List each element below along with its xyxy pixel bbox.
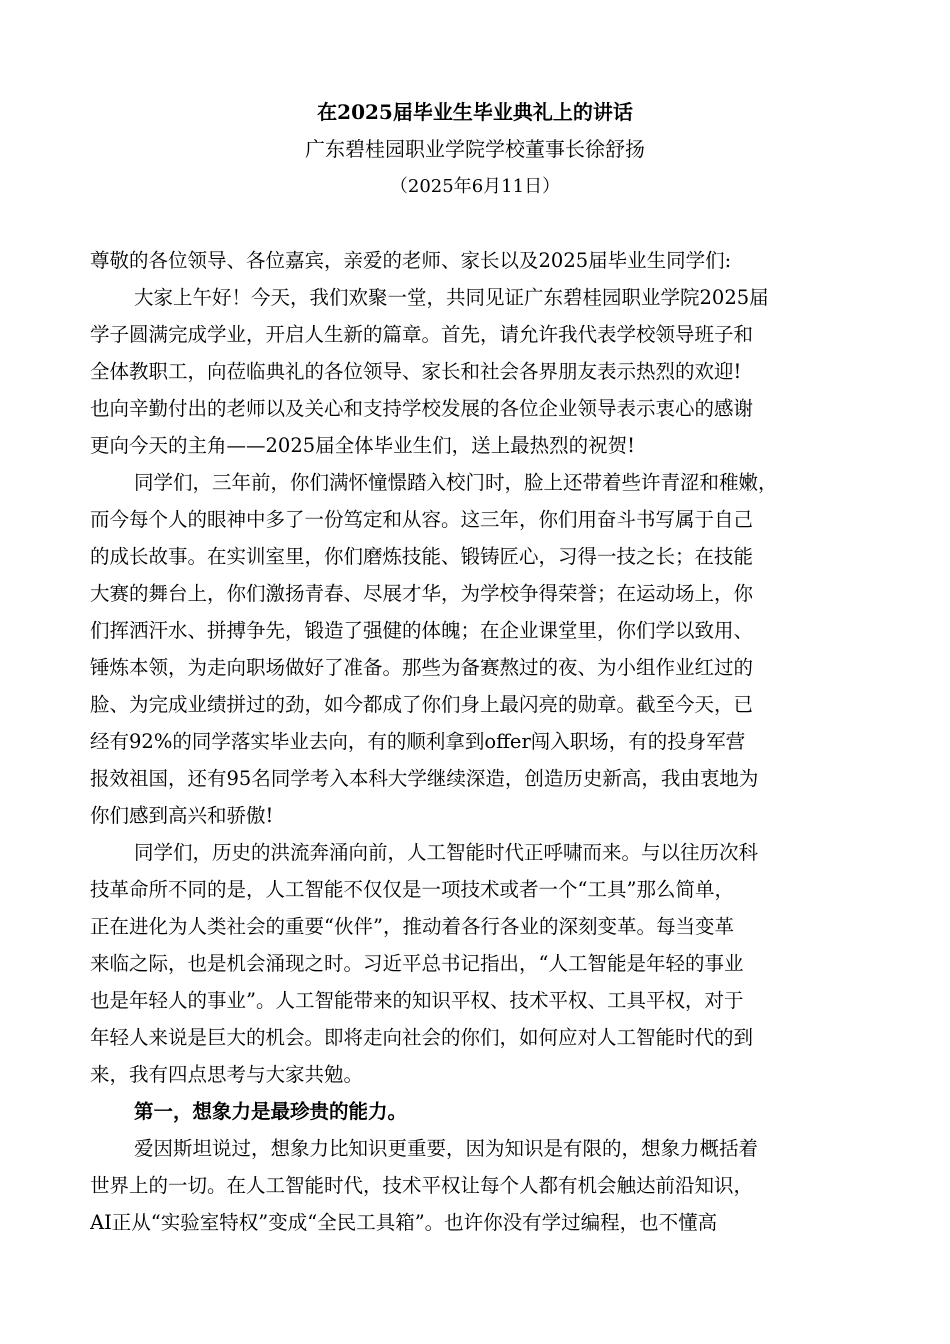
paragraph-line: 来临之际，也是机会涌现之时。习近平总书记指出，“人工智能是年轻的事业 (90, 952, 744, 975)
paragraph-line: 年轻人来说是巨大的机会。即将走向社会的你们，如何应对人工智能时代的到 (90, 1026, 754, 1049)
paragraph-line: 们挥洒汗水、拼搏争先，锻造了强健的体魄；在企业课堂里，你们学以致用、 (90, 619, 754, 642)
paragraph-line: 爱因斯坦说过，想象力比知识更重要，因为知识是有限的，想象力概括着 (134, 1137, 759, 1160)
section-heading: 第一，想象力是最珍贵的能力。 (134, 1100, 408, 1123)
paragraph-line: 来，我有四点思考与大家共勉。 (90, 1063, 364, 1086)
paragraph-line: 同学们，历史的洪流奔涌向前，人工智能时代正呼啸而来。与以往历次科 (134, 841, 759, 864)
paragraph-line: 大赛的舞台上，你们激扬青春、尽展才华，为学校争得荣誉；在运动场上，你 (90, 582, 754, 605)
paragraph-line: 同学们，三年前，你们满怀憧憬踏入校门时，脸上还带着些许青涩和稚嫩， (134, 471, 778, 494)
paragraph-line: 正在进化为人类社会的重要“伙伴”，推动着各行各业的深刻变革。每当变革 (90, 915, 734, 938)
paragraph-line: 报效祖国，还有95名同学考入本科大学继续深造，创造历史新高，我由衷地为 (90, 767, 759, 790)
paragraph-line: 世界上的一切。在人工智能时代，技术平权让每个人都有机会触达前沿知识， (90, 1174, 754, 1197)
paragraph-line: 也向辛勤付出的老师以及关心和支持学校发展的各位企业领导表示衷心的感谢 (90, 397, 754, 420)
speaker-line: 广东碧桂园职业学院学校董事长徐舒扬 (305, 137, 645, 161)
salutation-line: 尊敬的各位领导、各位嘉宾，亲爱的老师、家长以及2025届毕业生同学们: (90, 249, 732, 272)
speech-title: 在2025届毕业生毕业典礼上的讲话 (317, 100, 633, 124)
paragraph-line: 经有92%的同学落实毕业去向，有的顺利拿到offer闯入职场，有的投身军营 (90, 730, 746, 753)
paragraph-line: 学子圆满完成学业，开启人生新的篇章。首先，请允许我代表学校领导班子和 (90, 323, 754, 346)
paragraph-line: 的成长故事。在实训室里，你们磨炼技能、锻铸匠心，习得一技之长；在技能 (90, 545, 754, 568)
paragraph-line: AI正从“实验室特权”变成“全民工具箱”。也许你没有学过编程，也不懂高 (90, 1211, 718, 1234)
speech-body (90, 242, 870, 1241)
paragraph-line: 锤炼本领，为走向职场做好了准备。那些为备赛熬过的夜、为小组作业红过的 (90, 656, 754, 679)
paragraph-line: 全体教职工，向莅临典礼的各位领导、家长和社会各界朋友表示热烈的欢迎! (90, 360, 742, 383)
paragraph-line: 大家上午好！今天，我们欢聚一堂，共同见证广东碧桂园职业学院2025届 (134, 286, 769, 309)
paragraph-line: 技革命所不同的是，人工智能不仅仅是一项技术或者一个“工具”那么简单， (90, 878, 734, 901)
paragraph-line: 而今每个人的眼神中多了一份笃定和从容。这三年，你们用奋斗书写属于自己 (90, 508, 754, 531)
paragraph-line: 脸、为完成业绩拼过的劲，如今都成了你们身上最闪亮的勋章。截至今天，已 (90, 693, 754, 716)
paragraph-line: 更向今天的主角——2025届全体毕业生们，送上最热烈的祝贺! (90, 434, 635, 457)
paragraph-line: 你们感到高兴和骄傲! (90, 804, 274, 827)
paragraph-line: 也是年轻人的事业”。人工智能带来的知识平权、技术平权、工具平权，对于 (90, 989, 744, 1012)
speech-date: （2025年6月11日） (389, 176, 561, 197)
